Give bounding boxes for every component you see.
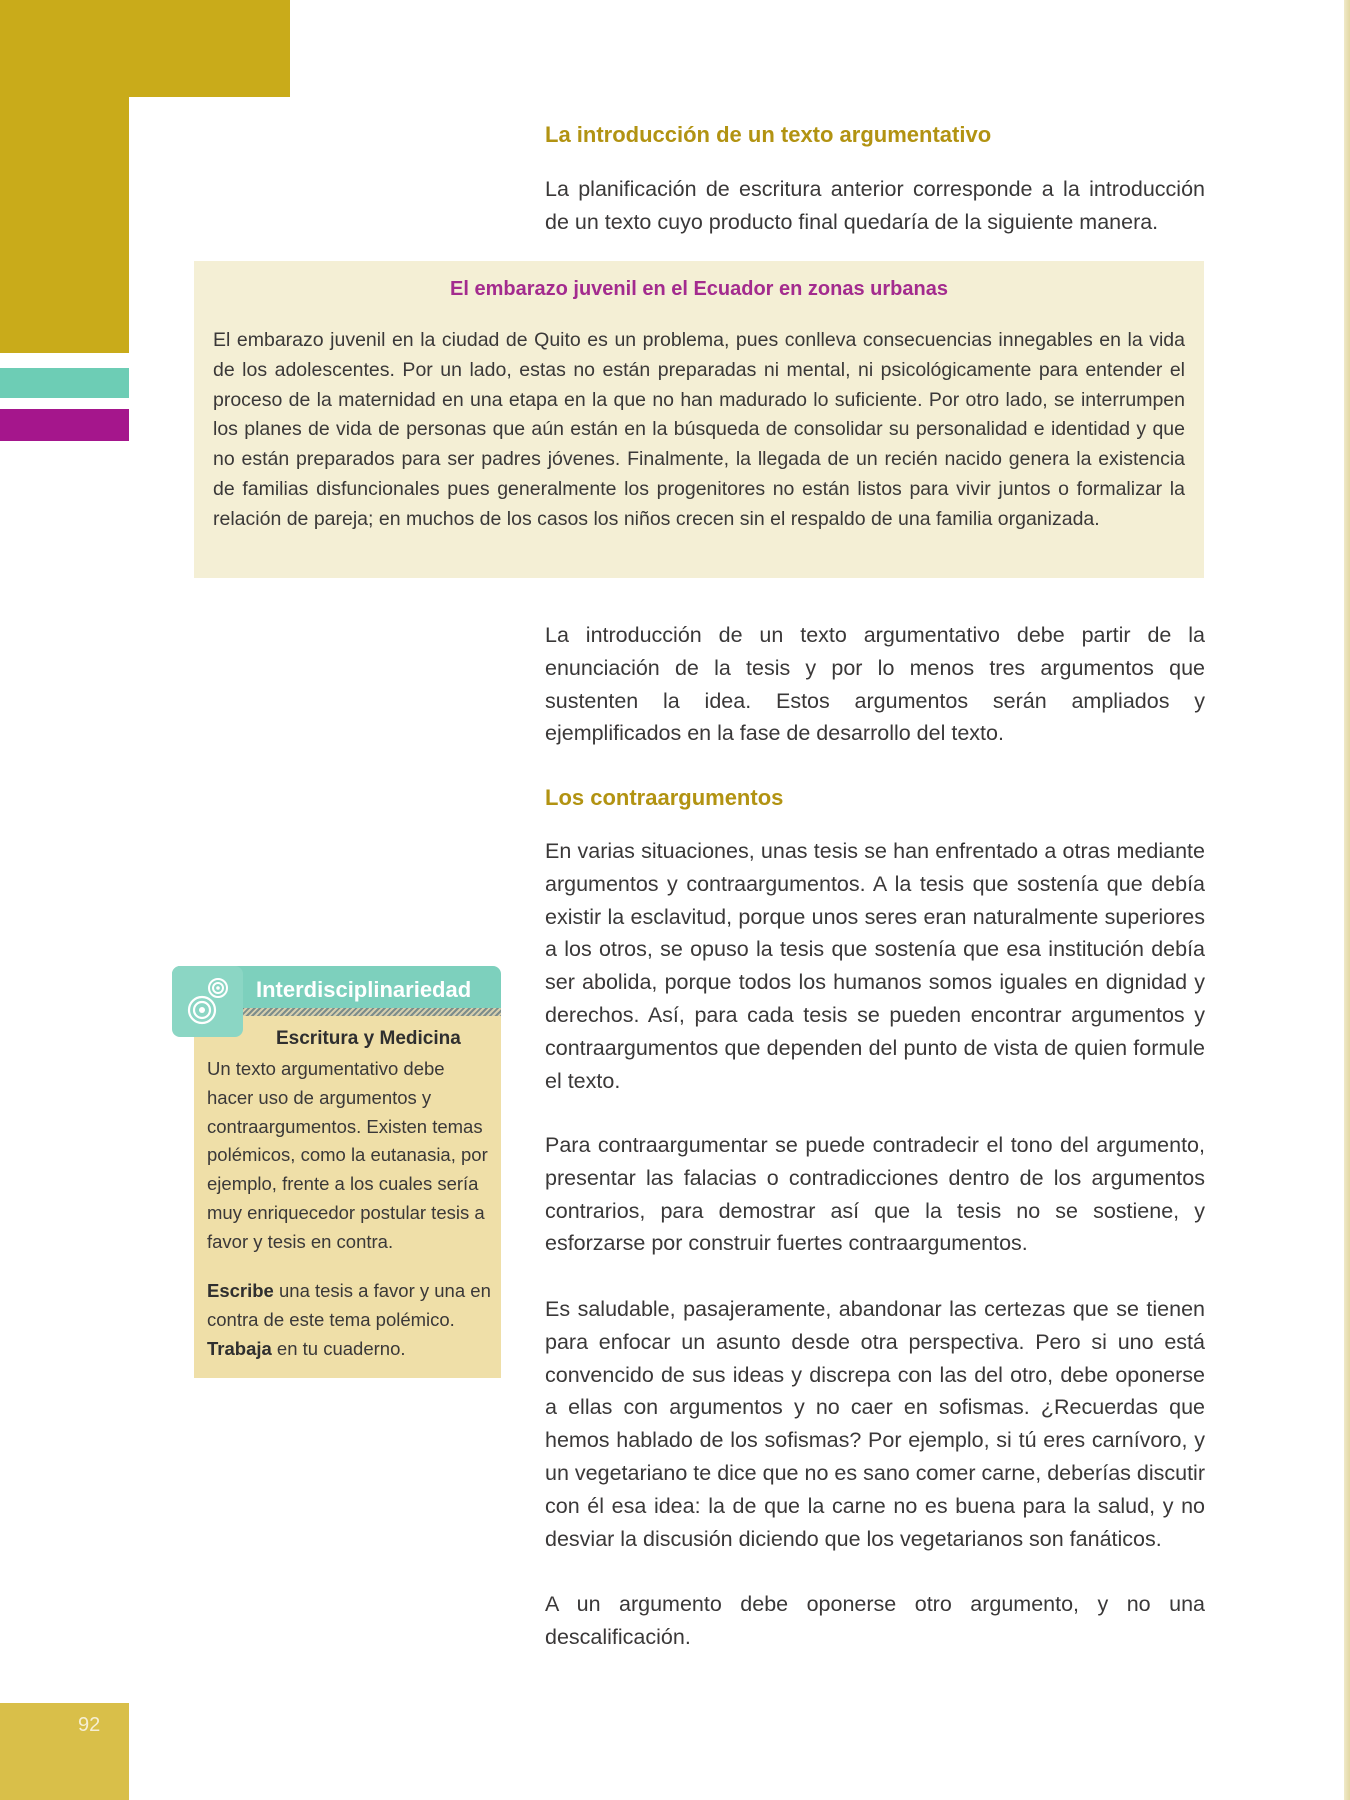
activity-verb-work: Trabaja [207, 1337, 272, 1359]
interdisciplinary-paragraph-1: Un texto argumentativo debe hacer uso de argumentos y contraargumentos. Existen temas polémicos, como la eutanasia, por ejemplo, frente a los cuales sería muy enriquecedor postular tesis a favor y tesis en contra. [207, 1058, 488, 1252]
counterarguments-paragraph-4: A un argumento debe oponerse otro argumento, y no una descalificación. [545, 1592, 1205, 1649]
intro-paragraph: La planificación de escritura anterior corresponde a la introducción de un texto cuyo producto final quedaría de la siguiente manera. [545, 177, 1205, 234]
concentric-circles-icon [172, 966, 243, 1037]
gold-corner-block [0, 0, 290, 97]
activity-text-2: en tu cuaderno. [271, 1337, 406, 1359]
sample-body: El embarazo juvenil en la ciudad de Quito es un problema, pues conlleva consecuencias innegables en la vida de los adolescentes. Por un lado, estas no están preparadas ni mental, ni psicológicamente para entender el proceso de la maternidad en una etapa en la que no han madurado lo suficiente. Por otro lado, se interrumpen los planes de vida de personas que aún están en la búsqueda de consolidar su personalidad e identidad y que no están preparados para ser padres jóvenes. Finalmente, la llegada de un recién nacido genera la existencia de familias disfuncionales pues generalmente los progenitores no están listos para vivir juntos o formalizar la relación de pareja; en muchos de los casos los niños crecen sin el respaldo de una familia organizada. [213, 329, 1185, 530]
gold-side-bar [0, 95, 129, 353]
header-hatch-divider [242, 1008, 501, 1016]
page-number: 92 [78, 1714, 101, 1736]
sample-title: El embarazo juvenil en el Ecuador en zonas urbanas [450, 278, 948, 300]
teal-stripe [0, 368, 129, 398]
sample-text-box [194, 261, 1204, 578]
interdisciplinary-title: Interdisciplinariedad [256, 977, 472, 1002]
activity-text-1: una tesis a favor y una en contra de este tema polémico. [207, 1280, 491, 1330]
activity-verb-write: Escribe [207, 1280, 274, 1301]
counterarguments-paragraph-2: Para contraargumentar se puede contradecir el tono del argumento, presentar las falacias o contradicciones dentro de los argumentos contrarios, para demostrar así que la tesis no se sostiene, y esforzarse por construir fuertes contraargumentos. [545, 1133, 1205, 1256]
thesis-paragraph: La introducción de un texto argumentativo debe partir de la enunciación de la tesis y por lo menos tres argumentos que sustenten la idea. Estos argumentos serán ampliados y ejemplificados en la fase de desarrollo del texto. [545, 623, 1205, 746]
counterarguments-paragraph-3: Es saludable, pasajeramente, abandonar las certezas que se tienen para enfocar un asunto desde otra perspectiva. Pero si uno está convencido de sus ideas y discrepa con las del otro, debe oponerse a ellas con argumentos y no caer en sofismas. ¿Recuerdas que hemos hablado de los sofismas? Por ejemplo, si tú eres carnívoro, y un vegetariano te dice que no es sano comer carne, deberías discutir con él esa idea: la de que la carne no es buena para la salud, y no desviar la discusión diciendo que los vegetarianos son fanáticos. [545, 1297, 1205, 1551]
section-heading-counterarguments: Los contraargumentos [545, 785, 784, 810]
section-heading-introduction: La introducción de un texto argumentativo [545, 122, 992, 147]
magenta-stripe [0, 409, 129, 441]
page-edge-shadow [1344, 0, 1350, 1800]
page-number-tab [0, 1703, 129, 1800]
counterarguments-paragraph-1: En varias situaciones, unas tesis se han enfrentado a otras mediante argumentos y contraargumentos. A la tesis que sostenía que debía existir la esclavitud, porque unos seres eran naturalmente superiores a los otros, se opuso la tesis que sostenía que esa institución debía ser abolida, porque todos los humanos somos iguales en dignidad y derechos. Así, para cada tesis se pueden encontrar argumentos y contraargumentos que dependen del punto de vista de quien formule el texto. [545, 839, 1205, 1093]
interdisciplinary-subtitle: Escritura y Medicina [276, 1028, 461, 1049]
interdisciplinary-activity [207, 1277, 493, 1363]
